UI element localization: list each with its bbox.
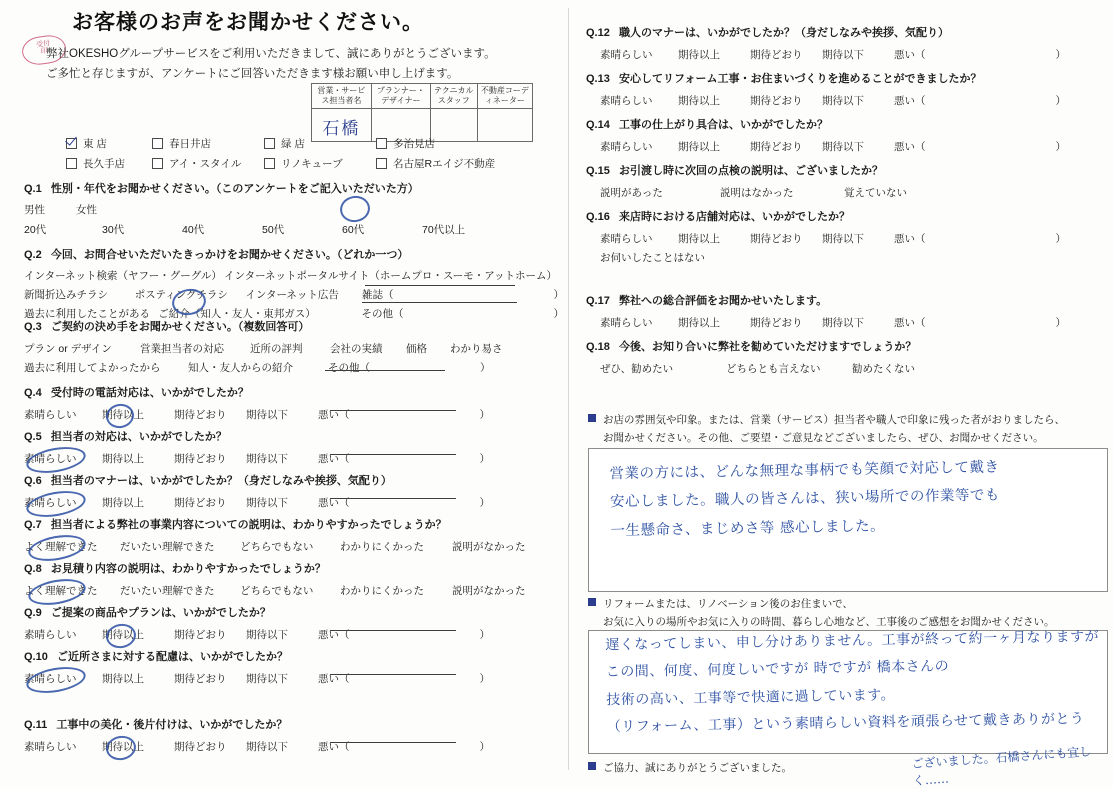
question-id: Q.3 <box>24 321 42 333</box>
option: ） <box>553 289 564 301</box>
option[interactable]: 期待以上 <box>678 49 720 61</box>
question-text: 今回、お問合せいただいたきっかけをお聞かせください。（どれか一つ） <box>50 249 409 261</box>
option[interactable]: 新聞折込みチラシ <box>24 289 108 301</box>
closing-note <box>588 760 792 775</box>
checkbox-icon[interactable] <box>66 138 77 149</box>
option: ） <box>1055 95 1066 107</box>
option[interactable]: 30代 <box>102 224 125 236</box>
question-id: Q.10 <box>24 651 48 663</box>
option[interactable]: わかりにくかった <box>340 585 424 597</box>
option[interactable]: その他（ <box>361 308 404 320</box>
checkbox-icon[interactable] <box>264 158 275 169</box>
question-heading <box>24 180 564 196</box>
option[interactable]: 期待以下 <box>246 741 288 753</box>
option[interactable]: 悪い（ <box>894 141 926 153</box>
option[interactable]: 素晴らしい <box>24 497 77 509</box>
store-option-istyle[interactable] <box>152 156 264 171</box>
option[interactable]: ご紹介（知人・友人・東邦ガス） <box>158 308 316 320</box>
option[interactable]: 覚えていない <box>844 187 907 199</box>
question-q10 <box>24 648 564 686</box>
store-option-nagakute[interactable] <box>66 156 152 171</box>
q6-scale[interactable] <box>24 495 564 510</box>
option[interactable]: 期待以上 <box>102 673 144 685</box>
option[interactable]: 期待以上 <box>678 95 720 107</box>
option[interactable]: ぜひ、勧めたい <box>600 363 674 375</box>
question-id: Q.4 <box>24 387 42 399</box>
checkbox-icon[interactable] <box>376 138 387 149</box>
option[interactable]: 期待以下 <box>246 629 288 641</box>
question-q6 <box>24 472 564 510</box>
option[interactable]: 期待以上 <box>102 497 144 509</box>
column-divider <box>568 8 569 770</box>
svc-header-1: プランナー・デザイナー <box>371 84 430 109</box>
option[interactable]: どちらでもない <box>240 541 314 553</box>
question-q14 <box>586 116 1106 154</box>
question-heading <box>586 208 1106 224</box>
checkbox-icon[interactable] <box>264 138 275 149</box>
option[interactable]: 期待以上 <box>678 233 720 245</box>
option: ） <box>1055 233 1066 245</box>
option[interactable]: 40代 <box>182 224 205 236</box>
intro-line-1: 弊社OKESHOグループサービスをご利用いただきまして、誠にありがとうございます。 <box>46 48 496 60</box>
question-heading <box>586 292 1106 308</box>
option[interactable]: 女性 <box>76 204 97 216</box>
question-heading <box>24 318 564 334</box>
q3-options-row1[interactable] <box>24 341 564 356</box>
q9-scale[interactable] <box>24 627 564 642</box>
option: ） <box>479 673 490 685</box>
free-comment-answer-2: 遅くなってしまい、申し分けありません。工事が終って約一ヶ月なりますが この間、何度、何度しいですが 時ですが 橋本さんの 技術の高い、工事等で快適に過しています。 （リフォーム、工事）という素晴らしい資料を頑張らせて戴きありがとう <box>605 628 1100 736</box>
write-line <box>330 454 456 455</box>
option[interactable]: 期待以上 <box>102 453 144 465</box>
write-line <box>362 302 517 303</box>
store-option-midori[interactable] <box>264 136 376 151</box>
store-option-kasugai[interactable] <box>152 136 264 151</box>
bullet-square-icon <box>588 414 596 422</box>
store-label: 緑 店 <box>281 138 305 150</box>
q16-extra[interactable] <box>600 250 1106 265</box>
question-text: 担当者による弊社の事業内容についての説明は、わかりやすかったでしょうか？ <box>50 519 447 531</box>
question-q12 <box>586 24 1106 62</box>
question-heading <box>586 24 1106 40</box>
write-line <box>365 285 515 286</box>
question-q11 <box>24 716 564 754</box>
store-label: 東 店 <box>83 138 107 150</box>
receipt-stamp: 受付 印 <box>20 33 67 67</box>
prompt-line: お店の雰囲気や印象。または、営業（サービス）担当者や職人で印象に残った者がおりましたら、 <box>603 414 1065 426</box>
option: ） <box>480 362 491 374</box>
question-heading <box>586 70 1106 86</box>
option[interactable]: 期待以下 <box>822 317 864 329</box>
option[interactable]: 素晴らしい <box>24 409 77 421</box>
option[interactable]: 期待以下 <box>822 233 864 245</box>
option[interactable]: 過去に利用してよかったから <box>24 362 161 374</box>
option[interactable]: 説明はなかった <box>720 187 794 199</box>
q16-scale[interactable] <box>600 231 1106 246</box>
option[interactable]: 期待以上 <box>102 409 144 421</box>
question-id: Q.5 <box>24 431 42 443</box>
question-text: 安心してリフォーム工事・お住まいづくりを進めることができましたか？ <box>619 73 982 85</box>
question-text: ご契約の決め手をお聞かせください。（複数回答可） <box>50 321 310 333</box>
free-comment-signature: ございました。石橋さんにも宜しく…… <box>911 744 1092 788</box>
q17-scale[interactable] <box>600 315 1106 330</box>
option[interactable]: 期待以上 <box>102 629 144 641</box>
bullet-square-icon <box>588 598 596 606</box>
right-column <box>572 0 1113 788</box>
q11-scale[interactable] <box>24 739 564 754</box>
question-heading <box>24 648 564 664</box>
question-id: Q.13 <box>586 73 610 85</box>
option[interactable]: 説明があった <box>600 187 663 199</box>
option[interactable]: 期待どおり <box>174 453 227 465</box>
question-id: Q.14 <box>586 119 610 131</box>
checkbox-icon[interactable] <box>152 158 163 169</box>
question-id: Q.17 <box>586 295 610 307</box>
option: ） <box>1055 49 1066 61</box>
free-comment-prompt-1 <box>588 412 1108 448</box>
option: ） <box>1055 317 1066 329</box>
option[interactable]: 悪い（ <box>894 95 926 107</box>
option[interactable]: 素晴らしい <box>600 141 653 153</box>
store-label: 名古屋Rエイジ不動産 <box>393 158 496 170</box>
q4-scale[interactable] <box>24 407 564 422</box>
store-label: 多治見店 <box>393 138 435 150</box>
question-text: ご近所さまに対する配慮は、いかがでしたか？ <box>57 651 289 663</box>
checkbox-icon[interactable] <box>376 158 387 169</box>
question-text: 今後、お知り合いに弊社を勧めていただけますでしょうか？ <box>619 341 917 353</box>
option[interactable]: 営業担当者の対応 <box>140 343 224 355</box>
q2-options-row1[interactable] <box>24 268 564 283</box>
option[interactable]: 会社の実績 <box>330 343 383 355</box>
question-heading <box>586 116 1106 132</box>
option[interactable]: 期待以下 <box>246 453 288 465</box>
q5-scale[interactable] <box>24 451 564 466</box>
option[interactable]: どちらでもない <box>240 585 314 597</box>
question-id: Q.15 <box>586 165 610 177</box>
question-text: 来店時における店舗対応は、いかがでしたか？ <box>619 211 851 223</box>
option[interactable]: 20代 <box>24 224 47 236</box>
option[interactable]: 期待どおり <box>750 49 803 61</box>
option[interactable]: 素晴らしい <box>600 317 653 329</box>
option[interactable]: 悪い（ <box>318 409 350 421</box>
question-heading <box>24 246 564 262</box>
question-text: 弊社への総合評価をお聞かせいたします。 <box>619 295 828 307</box>
option[interactable]: 素晴らしい <box>24 741 77 753</box>
option[interactable]: 期待どおり <box>750 95 803 107</box>
svc-value-0: 石橋 <box>312 110 372 143</box>
write-line <box>330 630 456 631</box>
store-checkbox-group[interactable] <box>66 136 495 176</box>
option[interactable]: 悪い（ <box>318 673 350 685</box>
option[interactable]: ポスティングチラシ <box>134 289 228 301</box>
svc-header-3: 不動産コーディネーター <box>477 84 532 109</box>
option[interactable]: 期待どおり <box>750 233 803 245</box>
question-text: ご提案の商品やプランは、いかがでしたか？ <box>50 607 271 619</box>
bullet-square-icon <box>588 762 596 770</box>
option[interactable]: 男性 <box>24 204 45 216</box>
option[interactable]: 悪い（ <box>318 629 350 641</box>
store-option-rage-fudosan[interactable] <box>376 156 495 171</box>
prompt-line: お聞かせください。その他、ご要望・ご意見などございましたら、ぜひ、お聞かせください。 <box>603 431 1044 444</box>
question-q13 <box>586 70 1106 108</box>
question-text: お引渡し時に次回の点検の説明は、ございましたか？ <box>619 165 884 177</box>
option: ） <box>479 741 490 753</box>
option[interactable]: 期待以上 <box>678 141 720 153</box>
option[interactable]: 期待以下 <box>822 141 864 153</box>
option[interactable]: 素晴らしい <box>600 95 653 107</box>
option[interactable]: 期待どおり <box>174 409 227 421</box>
question-heading <box>24 472 564 488</box>
question-q18 <box>586 338 1106 376</box>
option[interactable]: インターネット検索（ヤフー・グーグル） <box>24 270 222 282</box>
checkbox-icon[interactable] <box>66 158 77 169</box>
q3-options-row2[interactable] <box>24 360 564 375</box>
option[interactable]: 悪い（ <box>894 49 926 61</box>
option[interactable]: 素晴らしい <box>24 629 77 641</box>
question-q4 <box>24 384 564 422</box>
question-heading <box>586 162 1106 178</box>
option[interactable]: だいたい理解できた <box>120 585 215 597</box>
question-q1 <box>24 180 564 237</box>
question-q9 <box>24 604 564 642</box>
question-id: Q.7 <box>24 519 42 531</box>
option: ） <box>479 629 490 641</box>
option[interactable]: 悪い（ <box>318 497 350 509</box>
option[interactable]: お伺いしたことはない <box>600 252 705 264</box>
svc-header-2: テクニカルスタッフ <box>430 84 477 109</box>
question-text: 工事の仕上がり具合は、いかがでしたか？ <box>619 119 829 131</box>
option[interactable]: 70代以上 <box>422 224 466 236</box>
option[interactable]: どちらとも言えない <box>726 363 821 375</box>
question-id: Q.11 <box>24 719 48 731</box>
write-line <box>325 370 445 371</box>
store-row-2 <box>66 156 495 171</box>
write-line <box>330 498 456 499</box>
question-id: Q.6 <box>24 475 42 487</box>
q14-scale[interactable] <box>600 139 1106 154</box>
question-q5 <box>24 428 564 466</box>
option[interactable]: 期待どおり <box>174 741 227 753</box>
question-text: お見積り内容の説明は、わかりやすかったでしょうか？ <box>50 563 326 575</box>
option[interactable]: 雑誌（ <box>362 289 394 301</box>
question-q16 <box>586 208 1106 265</box>
question-q17 <box>586 292 1106 330</box>
option[interactable]: 期待以下 <box>246 409 288 421</box>
q18-scale[interactable] <box>600 361 1106 376</box>
closing-text: ご協力、誠にありがとうございました。 <box>603 762 792 774</box>
option[interactable]: よく理解できた <box>24 541 98 553</box>
option[interactable]: 期待以上 <box>678 317 720 329</box>
option[interactable]: 悪い（ <box>318 741 350 753</box>
question-text: 職人のマナーは、いかがでしたか？（身だしなみや挨拶、気配り） <box>619 27 950 39</box>
store-option-renocube[interactable] <box>264 156 376 171</box>
question-heading <box>24 384 564 400</box>
store-row-1 <box>66 136 495 151</box>
intro-line-2: ご多忙と存じますが、アンケートにご回答いただきます様お願い申し上げます。 <box>46 68 459 81</box>
option[interactable]: その他（ <box>328 362 370 374</box>
option[interactable]: 期待以下 <box>822 95 864 107</box>
option[interactable]: 価格 <box>406 343 427 355</box>
q1-age-options[interactable] <box>24 222 564 237</box>
option[interactable]: 期待以下 <box>822 49 864 61</box>
option[interactable]: だいたい理解できた <box>120 541 215 553</box>
store-label: アイ・スタイル <box>169 158 242 170</box>
option[interactable]: 説明がなかった <box>452 541 526 553</box>
svc-header-0: 営業・サービス担当者名 <box>312 84 372 109</box>
option[interactable]: 50代 <box>262 224 285 236</box>
option[interactable]: 素晴らしい <box>600 233 653 245</box>
store-option-higashi[interactable] <box>66 136 152 151</box>
option[interactable]: 期待どおり <box>750 317 803 329</box>
option[interactable]: 近所の評判 <box>250 343 303 355</box>
question-heading <box>24 560 564 576</box>
question-q8 <box>24 560 564 598</box>
checkbox-icon[interactable] <box>152 138 163 149</box>
store-label: 長久手店 <box>83 158 125 170</box>
service-staff-table <box>311 83 533 142</box>
question-text: 受付時の電話対応は、いかがでしたか？ <box>50 387 249 399</box>
question-text: 担当者のマナーは、いかがでしたか？（身だしなみや挨拶、気配り） <box>50 475 392 487</box>
q12-scale[interactable] <box>600 47 1106 62</box>
intro-text <box>46 44 496 84</box>
q15-scale[interactable] <box>600 185 1106 200</box>
option[interactable]: 説明がなかった <box>452 585 526 597</box>
question-id: Q.12 <box>586 27 610 39</box>
question-q15 <box>586 162 1106 200</box>
option[interactable]: 期待以下 <box>246 497 288 509</box>
question-text: 性別・年代をお聞かせください。（このアンケートをご記入いただいた方） <box>50 183 419 195</box>
q13-scale[interactable] <box>600 93 1106 108</box>
option[interactable]: わかりにくかった <box>340 541 424 553</box>
option: ） <box>479 497 490 509</box>
write-line <box>330 674 456 675</box>
option[interactable]: 期待以上 <box>102 741 144 753</box>
option[interactable]: インターネットポータルサイト（ホームプロ・スーモ・アットホーム） <box>224 270 558 282</box>
q1-gender-options[interactable] <box>24 202 564 217</box>
question-heading <box>24 428 564 444</box>
option[interactable]: 悪い（ <box>894 233 926 245</box>
question-heading <box>24 716 564 732</box>
question-heading <box>24 604 564 620</box>
option[interactable]: 期待どおり <box>750 141 803 153</box>
q8-scale[interactable] <box>24 583 564 598</box>
question-id: Q.18 <box>586 341 610 353</box>
option[interactable]: よく理解できた <box>24 585 98 597</box>
question-q7 <box>24 516 564 554</box>
write-line <box>330 742 456 743</box>
option[interactable]: プラン or デザイン <box>24 343 112 355</box>
option[interactable]: 知人・友人からの紹介 <box>188 362 293 374</box>
question-heading <box>586 338 1106 354</box>
question-id: Q.2 <box>24 249 42 261</box>
option[interactable]: 勧めたくない <box>852 363 915 375</box>
option[interactable]: 期待以下 <box>246 673 288 685</box>
prompt-line: お気に入りの場所やお気に入りの時間、暮らし心地など、工事後のご感想をお聞かせください。 <box>603 615 1055 628</box>
question-q2 <box>24 246 564 321</box>
option: ） <box>479 453 490 465</box>
option[interactable]: 期待どおり <box>174 629 227 641</box>
option[interactable]: 素晴らしい <box>600 49 653 61</box>
question-id: Q.1 <box>24 183 42 195</box>
store-label: リノキューブ <box>281 158 343 170</box>
question-q3 <box>24 318 564 375</box>
question-text: 工事中の美化・後片付けは、いかがでしたか？ <box>56 719 288 731</box>
option: ） <box>1055 141 1066 153</box>
question-text: 担当者の対応は、いかがでしたか？ <box>50 431 227 443</box>
option[interactable]: 悪い（ <box>894 317 926 329</box>
option[interactable]: インターネット広告 <box>245 289 339 301</box>
q7-scale[interactable] <box>24 539 564 554</box>
option: ） <box>479 409 490 421</box>
option[interactable]: わかり易さ <box>450 343 503 355</box>
free-comment-answer-1: 営業の方には、どんな無理な事柄でも笑顔で対応して戴き 安心しました。職人の皆さんは、狭い場所での作業等でも 一生懸命さ、まじめさ等 感心しました。 <box>609 459 1001 539</box>
question-heading <box>24 516 564 532</box>
question-id: Q.9 <box>24 607 42 619</box>
option: ） <box>553 308 564 320</box>
option[interactable]: 素晴らしい <box>24 453 77 465</box>
option[interactable]: 60代 <box>342 224 365 236</box>
write-line <box>330 410 456 411</box>
option[interactable]: 過去に利用したことがある <box>24 308 150 320</box>
prompt-line: リフォームまたは、リノベーション後のお住まいで、 <box>603 598 854 610</box>
q10-scale[interactable] <box>24 671 564 686</box>
option[interactable]: 期待どおり <box>174 497 227 509</box>
option[interactable]: 悪い（ <box>318 453 350 465</box>
option[interactable]: 素晴らしい <box>24 673 77 685</box>
question-id: Q.16 <box>586 211 610 223</box>
q2-options-row2[interactable] <box>24 287 564 302</box>
option[interactable]: 期待どおり <box>174 673 227 685</box>
store-label: 春日井店 <box>169 138 211 150</box>
question-id: Q.8 <box>24 563 42 575</box>
page-title: お客様のお声をお聞かせください。 <box>72 11 424 34</box>
store-option-tajimi[interactable] <box>376 136 435 151</box>
